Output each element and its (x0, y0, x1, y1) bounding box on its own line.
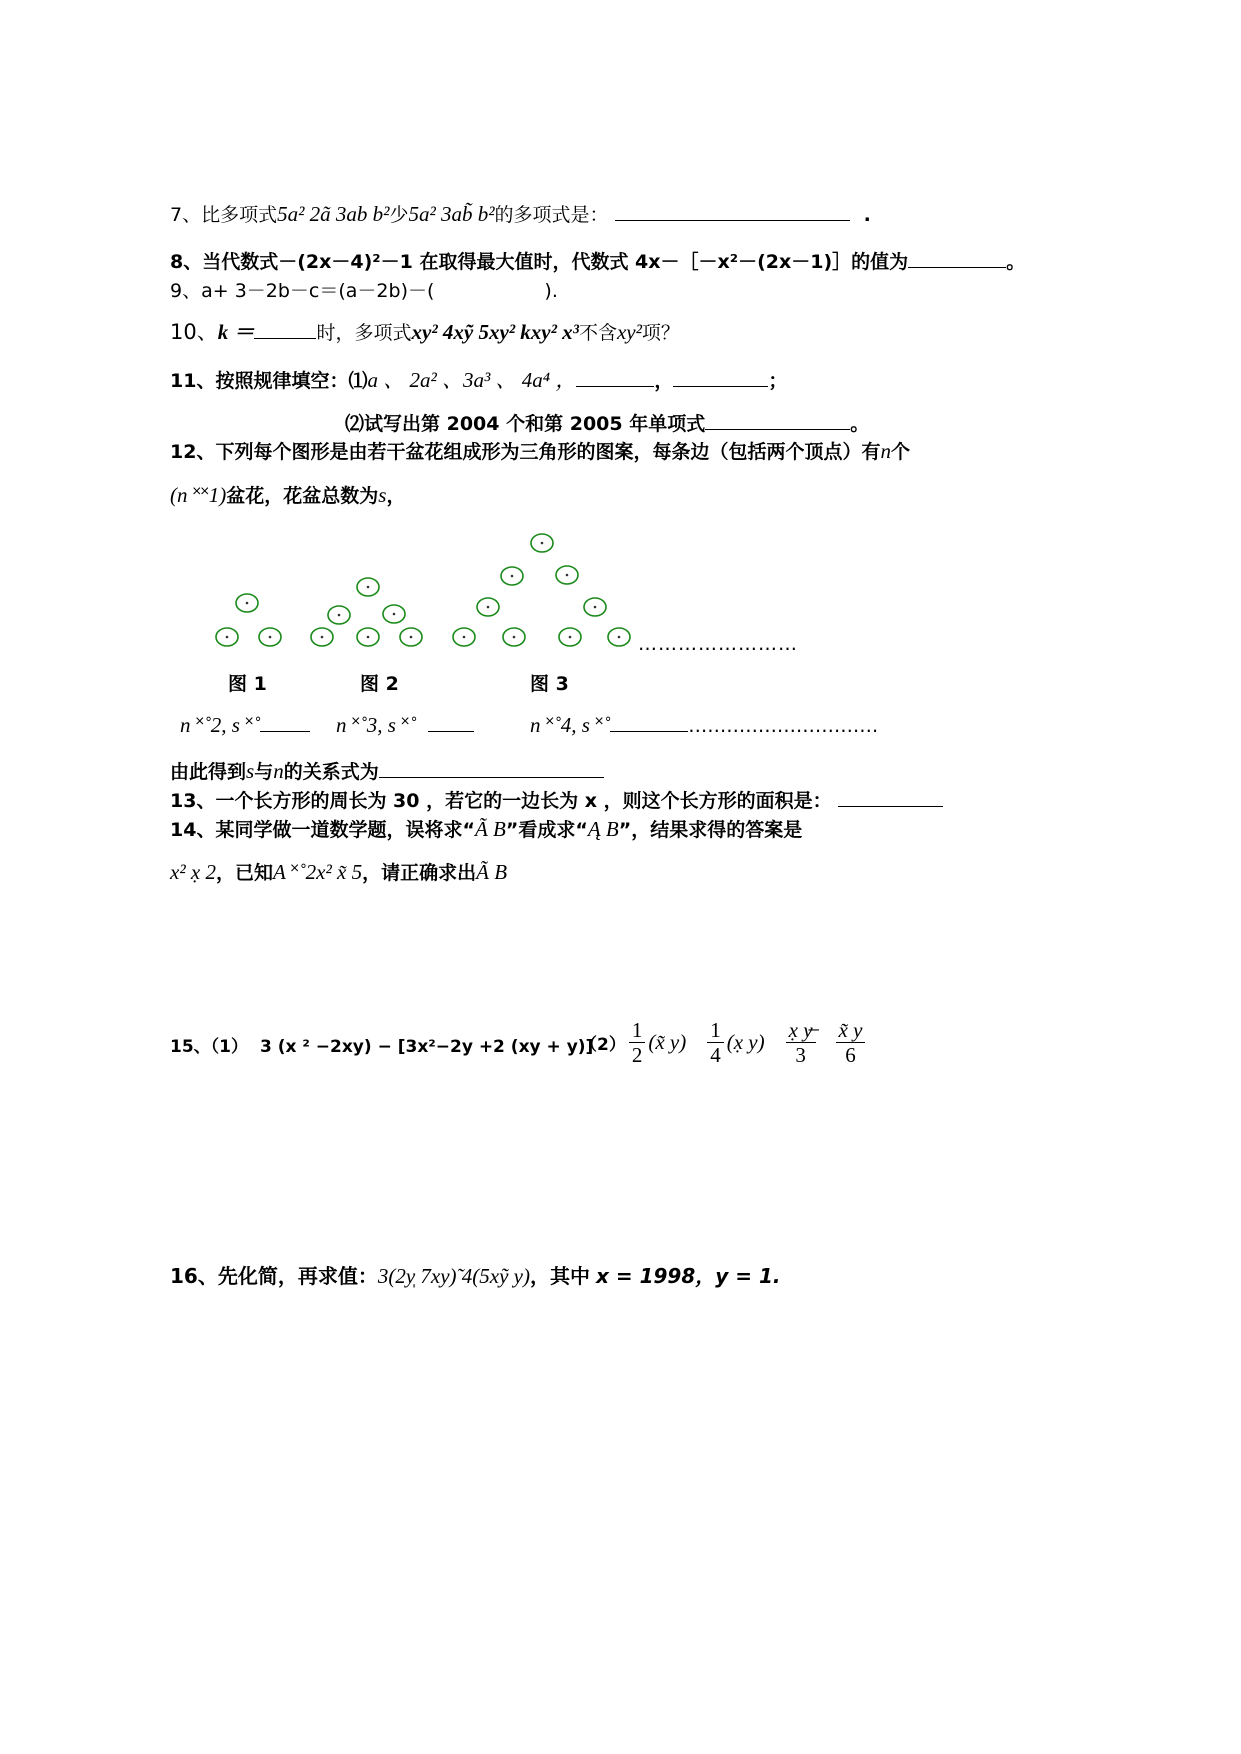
question-12-line-1 (170, 437, 910, 466)
question-10 (170, 318, 680, 347)
q15-fraction-3: $\frac{x̣ y̶}{3}$ (786, 1018, 816, 1067)
question-14-line-2 (170, 858, 507, 887)
flower-pot-center-18 (618, 636, 621, 639)
q14-known-prefix: ，已知 (215, 862, 273, 884)
q12-blank-1[interactable] (260, 711, 310, 732)
q8-end: 。 (1006, 251, 1026, 273)
q13-text: 13、一个长方形的周长为 30 ，若它的一边长为 x ，则这个长方形的面积是： (170, 790, 832, 812)
flower-pot-17 (559, 628, 581, 646)
flower-pot-8 (357, 628, 379, 646)
q15-term-2: (x̣ y) (726, 1030, 765, 1054)
q10-answer-blank[interactable] (254, 318, 316, 339)
flower-pot-7 (311, 628, 333, 646)
question-11 (170, 366, 787, 395)
q12-blank-3[interactable] (610, 711, 688, 732)
q10-term: xy² (616, 320, 642, 344)
q12-condition-1 (180, 711, 310, 740)
flower-pot-15 (453, 628, 475, 646)
question-16 (170, 1262, 780, 1290)
q11-line2-end: 。 (850, 413, 870, 435)
q12-line2-end: ， (386, 485, 406, 507)
q16-suffix: ，其中 (530, 1264, 590, 1288)
question-12-line-2 (170, 481, 406, 510)
flower-pot-center-5 (338, 614, 341, 617)
flower-pot-14 (584, 598, 606, 616)
question-13 (170, 786, 943, 815)
q8-answer-blank[interactable] (908, 247, 1006, 268)
q9-end: ). (544, 280, 558, 302)
flower-pot-13 (477, 598, 499, 616)
flower-pot-5 (328, 606, 350, 624)
flower-pot-3 (259, 628, 281, 646)
q16-expression: 3(2y̩ 7xy)̃ 4(5xỹ y) (377, 1264, 530, 1288)
q14-known-a: A ˟˚2x² x̃ 5 (272, 860, 363, 884)
q16-condition: x = 1998，y = 1. (596, 1264, 781, 1288)
flower-pot-center-9 (410, 636, 413, 639)
flower-pot-center-17 (569, 636, 572, 639)
flower-pot-6 (383, 605, 405, 623)
flower-pot-center-3 (269, 636, 272, 639)
flower-pot-center-11 (511, 575, 514, 578)
q12-cond-2-text: n ˟˚3, s ˟˚ (336, 713, 417, 737)
q11-line2: ⑵试写出第 2004 个和第 2005 年单项式 (345, 413, 706, 435)
question-15-part-1 (170, 1033, 593, 1061)
q14-wrong-answer: x² x̣ 2 (170, 860, 216, 884)
q14-line1-mid: ”看成求“ (505, 819, 588, 841)
flower-pot-16 (503, 628, 525, 646)
q10-end: 项？ (641, 322, 680, 344)
q14-target: Ã B (476, 860, 508, 884)
question-9 (170, 277, 558, 305)
q12-var-s: s (378, 483, 387, 507)
q7-end: . (863, 204, 871, 226)
q11-blank-1[interactable] (576, 366, 654, 387)
figure-2-label: 图 2 (360, 673, 399, 695)
q7-mid: 少 (389, 204, 409, 226)
q10-mid: 时，多项式 (316, 322, 412, 344)
flower-pot-center-14 (594, 606, 597, 609)
flower-pot-2 (216, 628, 238, 646)
flower-pot-1 (236, 594, 258, 612)
q15-fraction-2: $\frac{1}{4}$ (707, 1018, 724, 1067)
q16-prefix: 16、先化简，再求值： (170, 1264, 378, 1288)
q12-relation-n: n (273, 759, 284, 783)
q14-line1-prefix: 14、某同学做一道数学题，误将求“ (170, 819, 475, 841)
q7-suffix: 的多项式是： (494, 204, 609, 226)
q12-condition-2 (336, 711, 474, 740)
flower-pot-18 (608, 628, 630, 646)
flower-pot-9 (400, 628, 422, 646)
q11-sequence: a 、 2a² 、3a³ 、 4a⁴ ， (367, 368, 577, 392)
q12-condition-3 (530, 711, 878, 740)
q10-suffix: 不含 (578, 322, 617, 344)
q7-expression-1: 5a² 2ã 3ab b² (277, 202, 390, 226)
q12-continuation-dots: …………………… (638, 633, 798, 655)
q11-prefix: 11、按照规律填空：⑴ (170, 370, 368, 392)
q12-cond-3-text: n ˟˚4, s ˟˚ (530, 713, 611, 737)
q14-a-plus-b: Ã B (474, 817, 506, 841)
question-8 (170, 247, 1025, 276)
q11-end: ； (768, 370, 788, 392)
flower-pot-center-13 (487, 606, 490, 609)
flower-pot-center-6 (393, 613, 396, 616)
q12-relation-mid1: 与 (254, 761, 274, 783)
q12-relation-prefix: 由此得到 (170, 761, 247, 783)
question-15-part-2 (580, 1018, 868, 1067)
q8-text: 8、当代数式－(2x－4)²－1 在取得最大值时，代数式 4x－［－x²－(2x－1)］的值为 (170, 251, 909, 273)
q12-line2-text: 盆花，花盆总数为 (226, 485, 379, 507)
q7-expression-2: 5a² 3ab̃ b² (408, 202, 495, 226)
question-11-part-2 (345, 409, 869, 438)
question-7 (170, 200, 871, 229)
flower-pot-11 (501, 567, 523, 585)
q10-prefix: 10、 (170, 320, 218, 344)
q15-part1-label: 15、（1） (170, 1037, 248, 1057)
flower-pot-center-8 (367, 636, 370, 639)
q14-a-minus-b: Ą B (587, 817, 619, 841)
q15-fraction-4: $\frac{x̃ y}{6}$ (836, 1018, 866, 1067)
figure-3-label: 图 3 (530, 673, 569, 695)
q15-term-1: (x̃ y) (648, 1030, 687, 1054)
flower-pot-center-4 (367, 586, 370, 589)
q7-answer-blank[interactable] (615, 200, 850, 221)
q14-ask: ，请正确求出 (362, 862, 477, 884)
q11-blank-2[interactable] (673, 366, 768, 387)
flower-pot-center-10 (541, 542, 544, 545)
q15-part1-expr: 3 (x ² −2xy) − [3x²−2y +2 (xy + y)] (260, 1037, 594, 1057)
q10-k: k ＝ (217, 320, 255, 344)
q12-cond-dots: ………………………… (688, 715, 879, 737)
q9-text: 9、a+ 3－2b－c＝(a－2b)－( (170, 280, 435, 302)
flower-pot-4 (357, 578, 379, 596)
q15-fraction-1: $\frac{1}{2}$ (629, 1018, 646, 1067)
q14-line1-end: ”，结果求得的答案是 (618, 819, 803, 841)
q12-var-n: n (880, 439, 891, 463)
q10-polynomial: xy² 4xỹ 5xy² kxy² x³ (411, 320, 579, 344)
flower-pot-circles (216, 534, 630, 646)
q12-relation (170, 757, 604, 786)
q15-part2-label: （2） (580, 1035, 626, 1055)
q12-relation-mid2: 的关系式为 (283, 761, 379, 783)
flower-pot-center-12 (566, 574, 569, 577)
q12-relation-blank[interactable] (379, 757, 604, 778)
q12-line1: 12、下列每个图形是由若干盆花组成形为三角形的图案，每条边（包括两个顶点）有 (170, 441, 881, 463)
q11-blank-3[interactable] (705, 409, 850, 430)
q11-sep: ， (654, 370, 674, 392)
figure-1-label: 图 1 (228, 673, 267, 695)
q12-blank-2[interactable] (428, 711, 474, 732)
flower-pot-center-16 (513, 636, 516, 639)
q13-answer-blank[interactable] (838, 786, 943, 807)
question-14-line-1 (170, 815, 802, 844)
q7-prefix: 7、比多项式 (170, 204, 278, 226)
q12-line1-end: 个 (890, 441, 910, 463)
q12-cond-1-text: n ˟˚2, s ˟˚ (180, 713, 261, 737)
q12-relation-s: s (246, 759, 255, 783)
flower-pot-center-7 (321, 636, 324, 639)
flower-pot-center-1 (246, 602, 249, 605)
flower-pot-center-2 (226, 636, 229, 639)
flower-pot-12 (556, 566, 578, 584)
q12-line2-expr: (n ˟˟1) (170, 483, 227, 507)
flower-pot-center-15 (463, 636, 466, 639)
flower-pot-10 (531, 534, 553, 552)
